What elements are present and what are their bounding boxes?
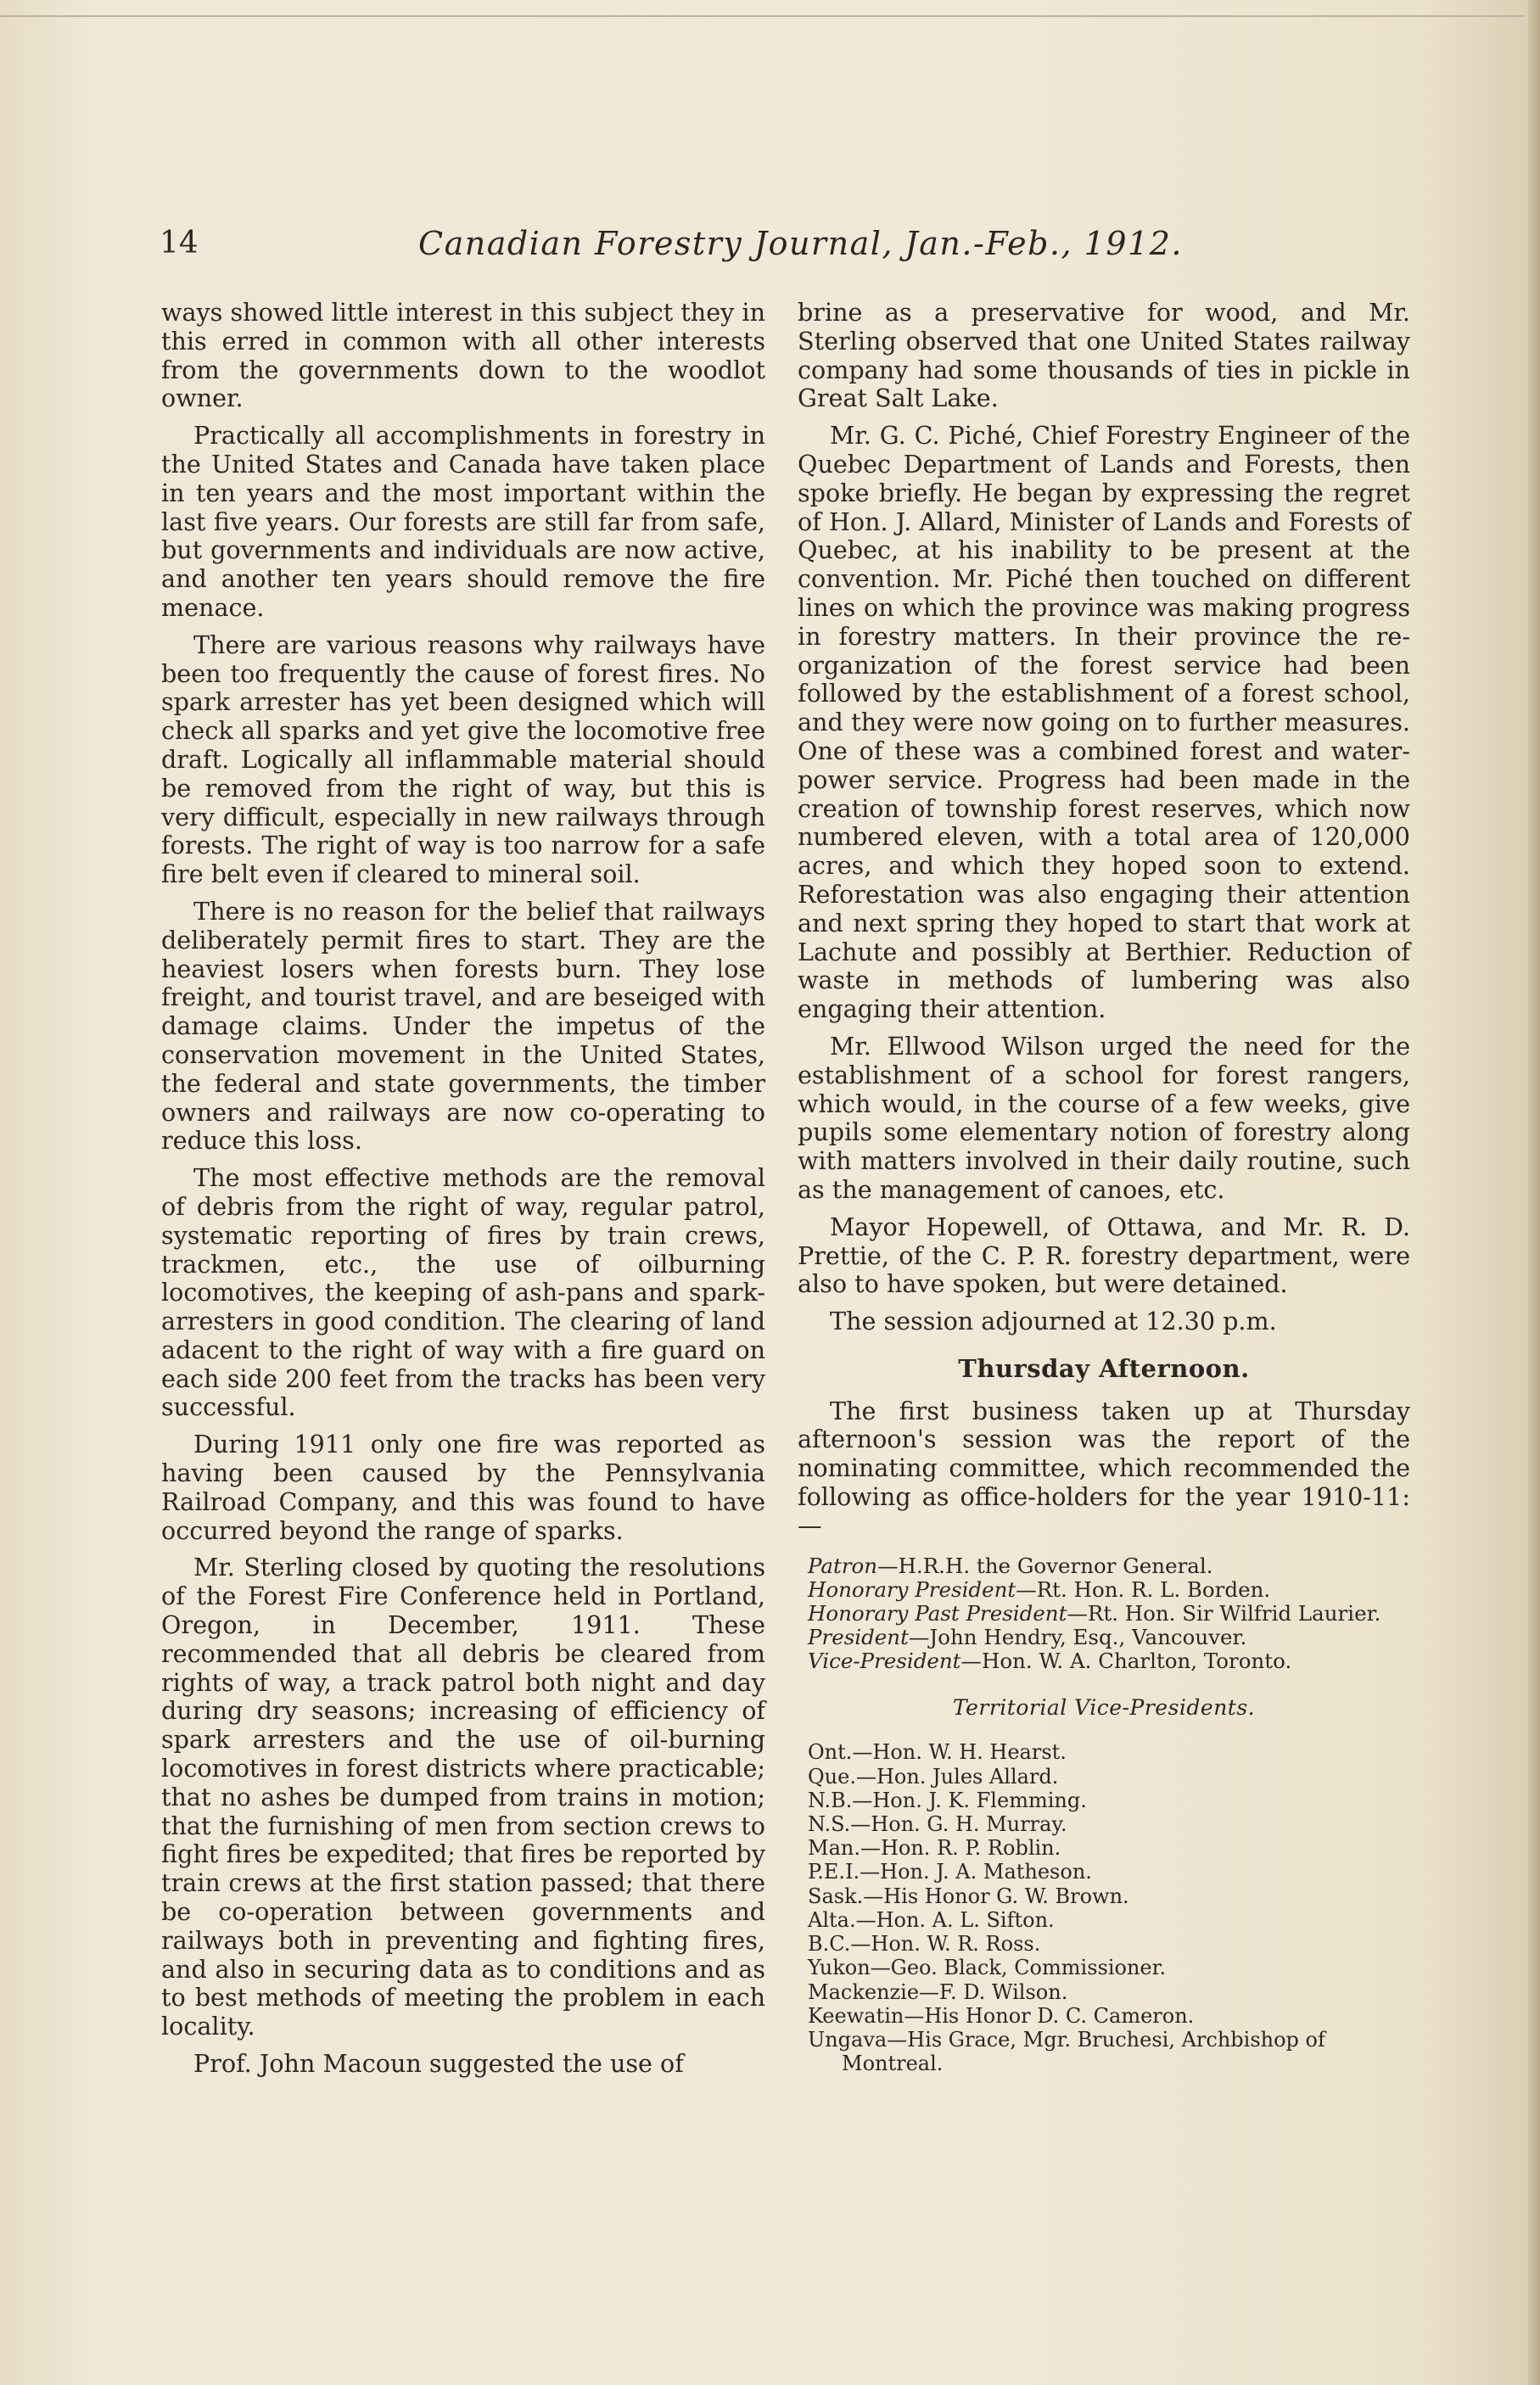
list-item: Que.—Hon. Jules Allard. [808,1764,1059,1789]
officer-entry [798,1578,1410,1602]
paragraph: Prof. John Macoun suggested the use of [193,2049,684,2079]
list-item: N.S.—Hon. G. H. Murray. [808,1812,1067,1837]
paragraph: There are various reasons why railways have been too frequently the cause of forest fires. No spark arrester has yet been designed which will check all sparks and yet give the locomotive free draft. Logically all inflammable material should be removed from the right of way, but this is very difficult, especially in new railways through forests. The right of way is too narrow for a safe fire belt even if cleared to mineral soil. [161,630,765,889]
officer-entry [798,1649,1410,1673]
officer-name: —Rt. Hon. Sir Wilfrid Laurier. [1067,1600,1381,1626]
list-item: P.E.I.—Hon. J. A. Matheson. [808,1860,1092,1884]
paragraph: During 1911 only one fire was reported as having been caused by the Pennsylvania Railroad Company, and this was found to have occurred beyond the range of sparks. [161,1430,765,1545]
paragraph: The most effective methods are the removal of debris from the right of way, regular patrol, systematic reporting of fires by train crews, trackmen, etc., the use of oilburning locomotives, the keeping of ash-pans and spark-arresters in good condition. The clearing of land adacent to the right of way with a fire guard on each side 200 feet from the tracks has been very successful. [161,1163,765,1422]
list-item: Ungava—His Grace, Mgr. Bruchesi, Archbishop of Montreal. [808,2027,1325,2076]
officer-name: —Hon. W. A. Charlton, Toronto. [960,1648,1292,1673]
left-column [161,299,765,2079]
territorial-heading: Territorial Vice-Presidents. [952,1694,1256,1720]
paragraph: There is no reason for the belief that railways deliberately permit fires to start. They are the heaviest losers when forests burn. They lose freight, and tourist travel, and are beseiged with damage claims. Under the impetus of the conservation movement in the United States, the federal and state governments, the timber owners and railways are now co-operating to reduce this loss. [161,896,765,1156]
paragraph: The session adjourned at 12.30 p.m. [830,1307,1277,1336]
officer-name: —John Hendry, Esq., Vancouver. [908,1624,1247,1649]
page-edge [1528,0,1540,2385]
officer-name: —H.R.H. the Governor General. [877,1553,1213,1578]
officer-role: Patron [808,1553,878,1578]
officer-entry [798,1602,1410,1626]
page-number: 14 [160,226,199,260]
list-item: N.B.—Hon. J. K. Flemming. [808,1788,1087,1812]
paragraph: ways showed little interest in this subject they in this erred in common with all other interests from the governments down to the woodlot owner. [161,298,765,413]
right-column [798,299,1410,2075]
list-item: B.C.—Hon. W. R. Ross. [808,1932,1041,1957]
paragraph: brine as a preservative for wood, and Mr. Sterling observed that one United States railway company had some thousands of ties in pickle in Great Salt Lake. [798,298,1410,413]
territorial-vp-list [798,1740,1410,2075]
officers-list [798,1554,1410,1673]
journal-title: Canadian Forestry Journal, Jan.-Feb., 1912. [418,225,1183,262]
paragraph: Mr. Sterling closed by quoting the resolutions of the Forest Fire Conference held in Portland, Oregon, in December, 1911. These recommended that all debris be cleared from rights of way, a track patrol both night and day during dry seasons; increasing of efficiency of spark arresters and the use of oil-burning locomotives in forest districts where practicable; that no ashes be dumped from trains in motion; that the furnishing of men from section crews to fight fires be expedited; that fires be reported by train crews at the first station passed; that there be co-operation between governments and railways both in preventing and fighting fires, and also in securing data as to conditions and as to best methods of meeting the problem in each locality. [161,1553,765,2041]
top-rule [0,15,1523,17]
list-item: Alta.—Hon. A. L. Sifton. [808,1907,1055,1932]
officer-role: President [808,1624,909,1649]
paragraph: Mr. Ellwood Wilson urged the need for the establishment of a school for forest rangers, which would, in the course of a few weeks, give pupils some elementary notion of forestry along with matters involved in their daily routine, such as the management of canoes, etc. [798,1031,1410,1204]
paragraph: Practically all accomplishments in forestry in the United States and Canada have taken place in ten years and the most important within the last five years. Our forests are still far from safe, but governments and individuals are now active, and another ten years should remove the fire menace. [161,421,765,622]
paragraph: Mayor Hopewell, of Ottawa, and Mr. R. D. Prettie, of the C. P. R. forestry department, were also to have spoken, but were detained. [798,1212,1410,1299]
paragraph: The first business taken up at Thursday afternoon's session was the report of the nominating committee, which recommended the following as office-holders for the year 1910-11:— [798,1396,1410,1540]
list-item: Keewatin—His Honor D. C. Cameron. [808,2003,1195,2028]
list-item: Yukon—Geo. Black, Commissioner. [808,1956,1167,1980]
officer-name: —Rt. Hon. R. L. Borden. [1016,1576,1271,1602]
list-item: Man.—Hon. R. P. Roblin. [808,1836,1061,1861]
officer-role: Honorary President [808,1576,1016,1602]
page-header [160,222,1424,265]
paragraph: Mr. G. C. Piché, Chief Forestry Engineer of the Quebec Department of Lands and Forests, then spoke briefly. He began by expressing the regret of Hon. J. Allard, Minister of Lands and Forests of Quebec, at his inability to be present at the convention. Mr. Piché then touched on different lines on which the province was making progress in forestry matters. In their province the re-organization of the forest service had been followed by the establishment of a forest school, and they were now going on to further measures. One of these was a combined forest and water-power service. Progress had been made in the creation of township forest reserves, which now numbered eleven, with a total area of 120,000 acres, and which they hoped soon to extend. Reforestation was also engaging their attention and next spring they hoped to start that work at Lachute and possibly at Berthier. Reduction of waste in methods of lumbering was also engaging their attention. [798,421,1410,1024]
list-item: Ont.—Hon. W. H. Hearst. [808,1740,1067,1765]
list-item: Sask.—His Honor G. W. Brown. [808,1884,1129,1908]
officer-role: Vice-President [808,1648,961,1673]
list-item: Mackenzie—F. D. Wilson. [808,1979,1068,2004]
officer-entry [798,1626,1410,1649]
section-heading: Thursday Afternoon. [958,1353,1250,1383]
officer-entry [798,1554,1410,1578]
officer-role: Honorary Past President [808,1600,1067,1626]
